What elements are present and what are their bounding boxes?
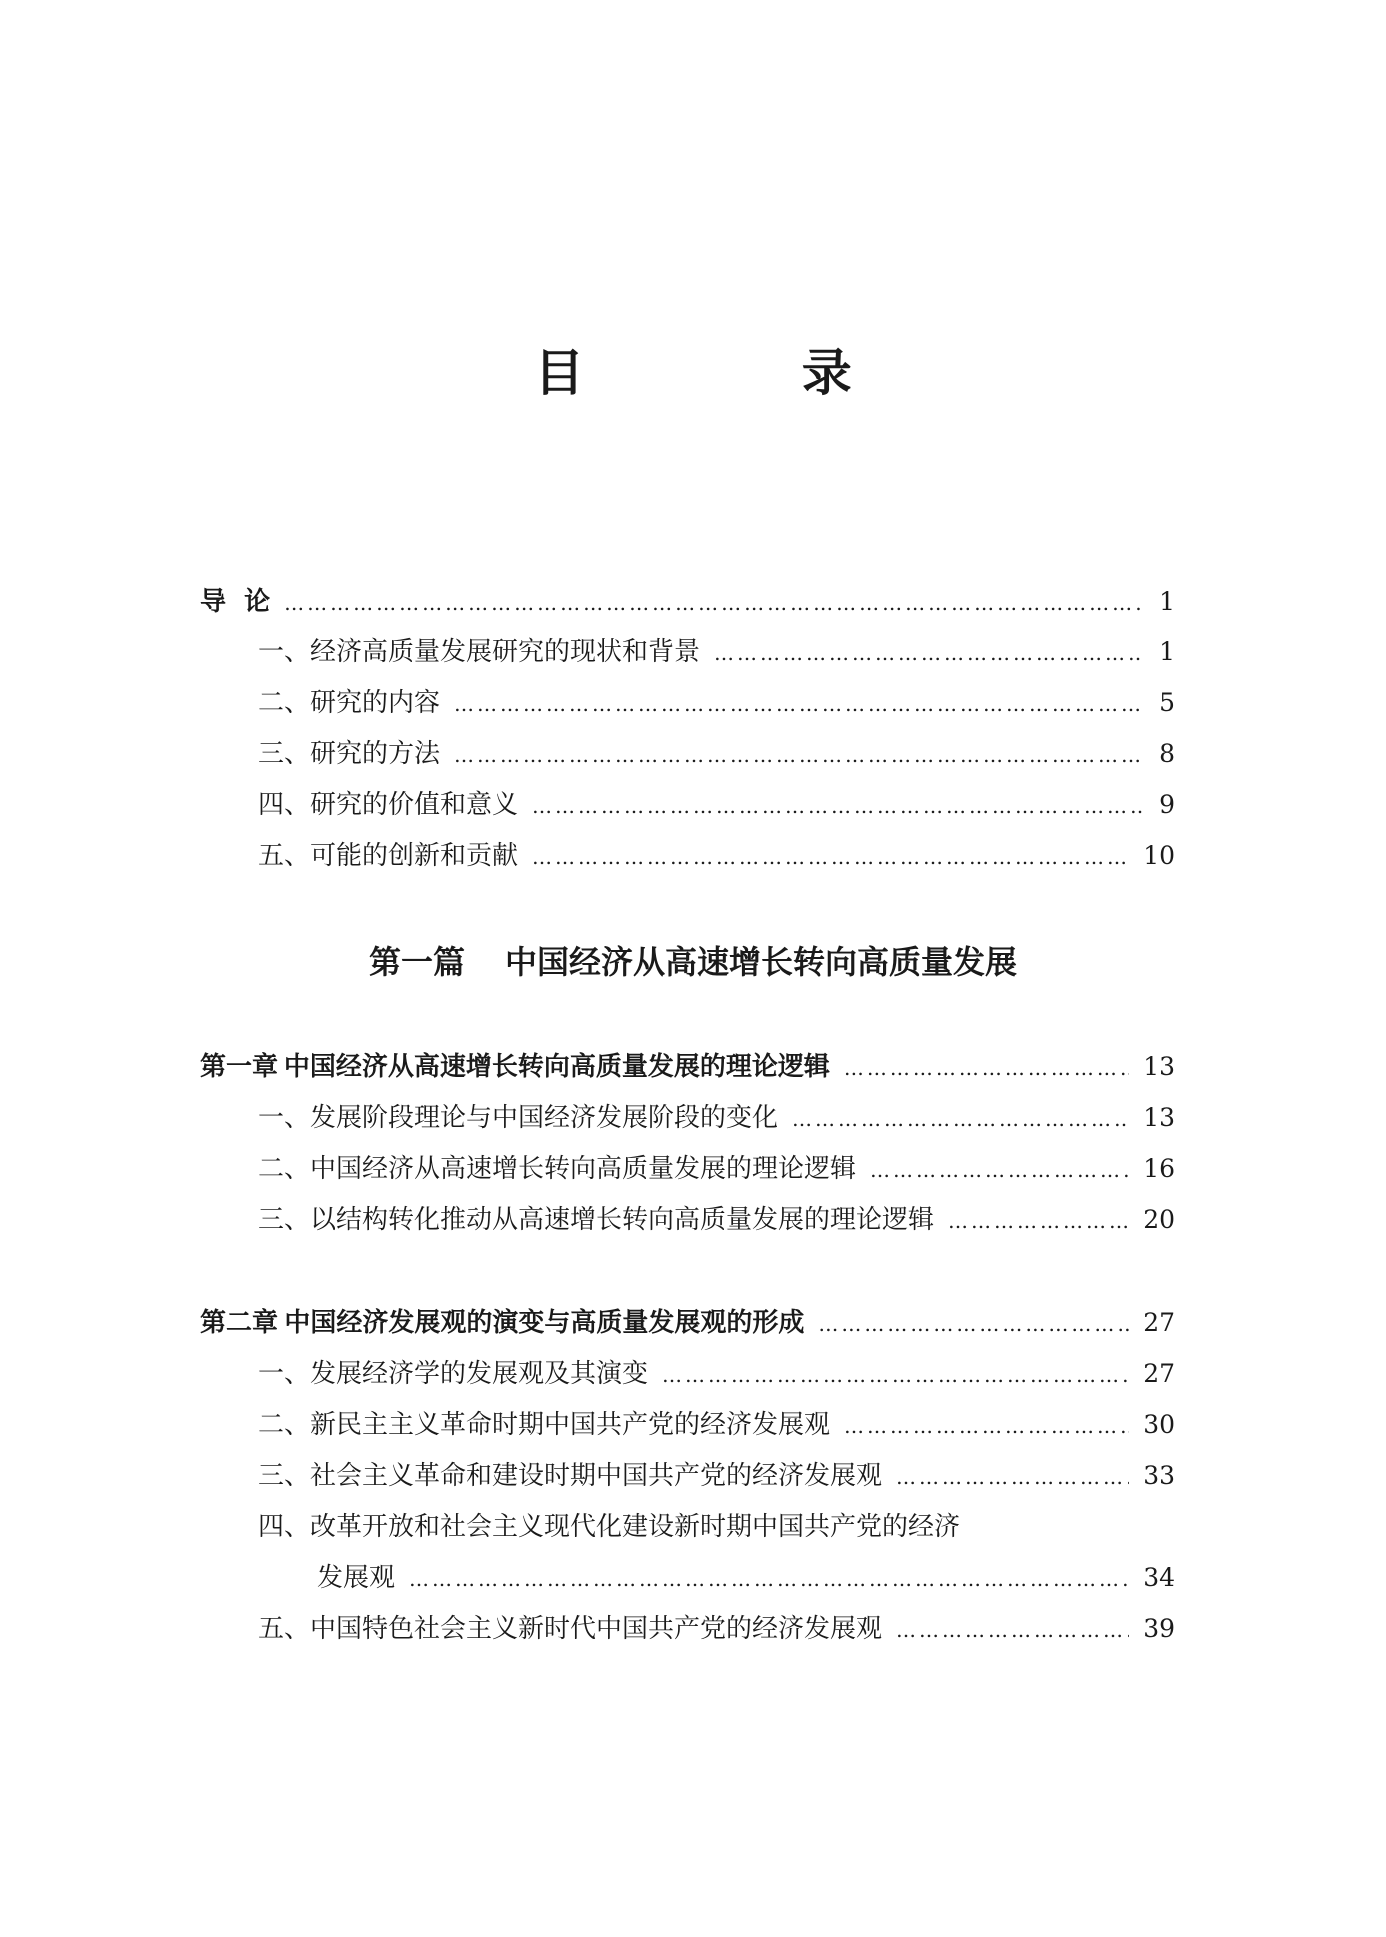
dot-leader: [454, 735, 1143, 775]
toc-entry[interactable]: [258, 683, 1175, 723]
toc-entry-label: 中国特色社会主义新时代中国共产党的经济发展观: [310, 1614, 883, 1644]
toc-entry-label: 新民主主义革命时期中国共产党的经济发展观: [310, 1410, 831, 1440]
toc-entry-number: 四、: [258, 790, 311, 820]
toc-entry-label: 中国经济发展观的演变与高质量发展观的形成: [284, 1308, 805, 1338]
toc-page-number: 16: [1143, 1154, 1175, 1183]
toc-entry-number: 二、: [258, 1154, 311, 1184]
dot-leader: [662, 1355, 1129, 1395]
dot-leader: [870, 1150, 1129, 1190]
dot-leader: [896, 1457, 1129, 1497]
toc-entry-intro[interactable]: [200, 582, 1175, 622]
toc-page-number: 10: [1143, 841, 1175, 870]
toc-entry-chapter-1[interactable]: [200, 1047, 1175, 1087]
toc-page-number: 30: [1143, 1410, 1175, 1439]
dot-leader: [532, 837, 1129, 877]
dot-leader: [948, 1201, 1129, 1241]
toc-entry-label: 发展经济学的发展观及其演变: [310, 1359, 649, 1389]
toc-chapter-number: 第一章: [200, 1052, 279, 1082]
dot-leader: [818, 1304, 1129, 1344]
dot-leader: [284, 583, 1143, 623]
toc-entry[interactable]: [258, 1149, 1175, 1189]
toc-entry-number: 三、: [258, 1461, 311, 1491]
toc-entry[interactable]: [258, 1098, 1175, 1138]
dot-leader: [792, 1099, 1129, 1139]
toc-page-number: 34: [1143, 1563, 1175, 1592]
toc-entry-number: 二、: [258, 688, 311, 718]
toc-entry-label: 研究的价值和意义: [310, 790, 519, 820]
toc-entry[interactable]: [258, 785, 1175, 825]
toc-entry-chapter-2[interactable]: [200, 1303, 1175, 1343]
toc-entry-label: 研究的方法: [310, 739, 441, 769]
toc-entry[interactable]: [258, 1609, 1175, 1649]
toc-entry[interactable]: [258, 734, 1175, 774]
toc-entry-number: 三、: [258, 1205, 311, 1235]
dot-leader: [454, 684, 1143, 724]
toc-entry[interactable]: [258, 632, 1175, 672]
toc-page-number: 13: [1143, 1103, 1175, 1132]
toc-entry[interactable]: [258, 1354, 1175, 1394]
toc-entry-label: 改革开放和社会主义现代化建设新时期中国共产党的经济: [310, 1512, 961, 1542]
dot-leader: [896, 1610, 1129, 1650]
toc-entry-label: 发展阶段理论与中国经济发展阶段的变化: [310, 1103, 779, 1133]
toc-entry-label: 导 论: [200, 587, 271, 617]
dot-leader: [844, 1048, 1129, 1088]
toc-entry-number: 一、: [258, 1359, 311, 1389]
toc-entry-label: 研究的内容: [310, 688, 441, 718]
toc-entry-label: 可能的创新和贡献: [310, 841, 519, 871]
toc-entry-label: 中国经济从高速增长转向高质量发展的理论逻辑: [283, 1052, 830, 1082]
dot-leader: [714, 633, 1143, 673]
part-title: [0, 940, 1386, 984]
toc-entry[interactable]: [258, 1456, 1175, 1496]
toc-entry-label: 发展观: [317, 1563, 396, 1593]
toc-page-number: 27: [1143, 1308, 1175, 1337]
toc-entry-number: 一、: [258, 637, 311, 667]
toc-page-number: 20: [1143, 1205, 1175, 1234]
toc-page-number: 1: [1159, 587, 1175, 616]
toc-page-number: 33: [1143, 1461, 1175, 1490]
toc-entry[interactable]: [258, 1405, 1175, 1445]
toc-entry-label: 以结构转化推动从高速增长转向高质量发展的理论逻辑: [310, 1205, 935, 1235]
toc-page-number: 39: [1143, 1614, 1175, 1643]
toc-entry-label: 社会主义革命和建设时期中国共产党的经济发展观: [310, 1461, 883, 1491]
dot-leader: [409, 1559, 1129, 1599]
toc-entry[interactable]: [258, 1200, 1175, 1240]
toc-entry-continuation[interactable]: [317, 1558, 1175, 1598]
toc-page-number: 5: [1159, 688, 1175, 717]
toc-page-number: 13: [1143, 1052, 1175, 1081]
toc-entry-number: 四、: [258, 1512, 311, 1542]
dot-leader: [532, 786, 1143, 826]
toc-entry-label: 中国经济从高速增长转向高质量发展的理论逻辑: [310, 1154, 857, 1184]
page-title: 目 录: [534, 344, 952, 402]
toc-entry-number: 五、: [258, 1614, 311, 1644]
dot-leader: [844, 1406, 1129, 1446]
toc-entry-number: 五、: [258, 841, 311, 871]
toc-page-number: 1: [1159, 637, 1175, 666]
toc-page-number: 9: [1159, 790, 1175, 819]
toc-entry-number: 一、: [258, 1103, 311, 1133]
toc-entry-label: 经济高质量发展研究的现状和背景: [310, 637, 701, 667]
toc-entry[interactable]: [258, 1507, 1175, 1547]
part-number: 第一篇: [368, 943, 465, 981]
toc-entry-number: 三、: [258, 739, 311, 769]
toc-chapter-number: 第二章: [200, 1308, 279, 1338]
part-label: 中国经济从高速增长转向高质量发展: [505, 943, 1018, 981]
toc-entry[interactable]: [258, 836, 1175, 876]
toc-page-number: 27: [1143, 1359, 1175, 1388]
toc-page-number: 8: [1159, 739, 1175, 768]
toc-entry-number: 二、: [258, 1410, 311, 1440]
